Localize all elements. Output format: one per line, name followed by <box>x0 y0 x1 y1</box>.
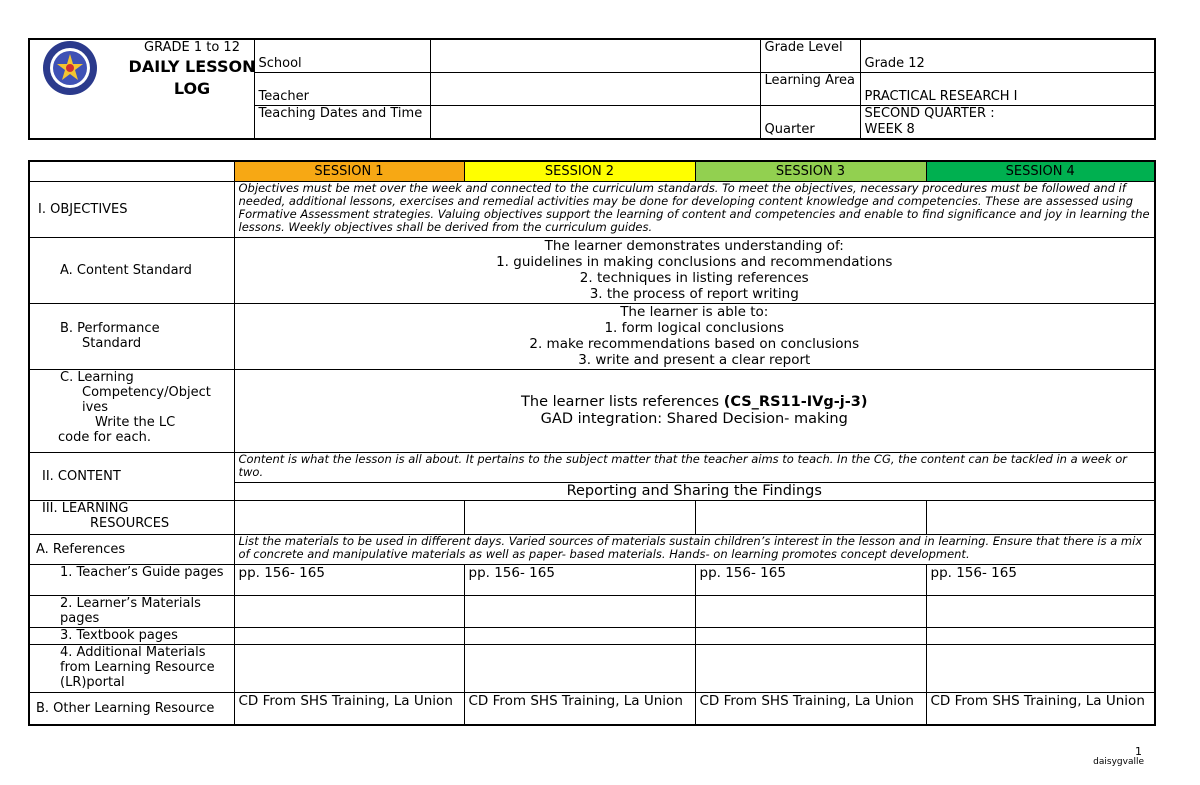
footer-username: daisygvalle <box>1093 757 1144 767</box>
textbook-session-4[interactable] <box>926 627 1155 644</box>
competency-label-line: Write the LC <box>95 414 176 430</box>
competency-text[interactable] <box>234 369 1155 452</box>
competency-label-line: Competency/Object <box>82 384 211 400</box>
textbook-session-1[interactable] <box>234 627 464 644</box>
teachers-guide-session-2[interactable]: pp. 156- 165 <box>464 564 695 595</box>
quarter-label: Quarter <box>760 105 860 139</box>
teachers-guide-session-4[interactable]: pp. 156- 165 <box>926 564 1155 595</box>
content-standard-line: 3. the process of report writing <box>589 285 799 302</box>
performance-standard-line: 2. make recommendations based on conclusions <box>529 335 860 352</box>
dates-label: Teaching Dates and Time <box>254 105 430 139</box>
learners-materials-session-2[interactable] <box>464 595 695 627</box>
objectives-row <box>29 181 1155 237</box>
resources-session-2[interactable] <box>464 500 695 534</box>
quarter-value-line1: SECOND QUARTER : <box>864 105 995 121</box>
grade-level-value[interactable]: Grade 12 <box>860 39 1155 72</box>
content-standard-row <box>29 237 1155 303</box>
lesson-log-table <box>28 160 1156 726</box>
competency-line2: GAD integration: Shared Decision- making <box>540 410 848 427</box>
content-label: II. CONTENT <box>29 452 234 500</box>
learning-area-value[interactable]: PRACTICAL RESEARCH I <box>860 72 1155 105</box>
session-corner <box>29 161 234 181</box>
learning-resources-row <box>29 500 1155 534</box>
session-2-header: SESSION 2 <box>464 161 695 181</box>
grade-range: GRADE 1 to 12 <box>144 40 240 55</box>
competency-label-line: ives <box>82 399 109 415</box>
resources-session-4[interactable] <box>926 500 1155 534</box>
resources-session-1[interactable] <box>234 500 464 534</box>
competency-label <box>29 369 234 452</box>
content-row <box>29 452 1155 482</box>
performance-standard-line: The learner is able to: <box>620 303 769 320</box>
resources-session-3[interactable] <box>695 500 926 534</box>
competency-label-line: code for each. <box>58 429 151 445</box>
teachers-guide-label: 1. Teacher’s Guide pages <box>29 564 234 595</box>
learners-materials-label: 2. Learner’s Materials pages <box>29 595 234 627</box>
performance-standard-text[interactable] <box>234 303 1155 369</box>
references-row <box>29 534 1155 564</box>
additional-materials-session-2[interactable] <box>464 644 695 692</box>
learners-materials-row <box>29 595 1155 627</box>
other-resource-session-2[interactable]: CD From SHS Training, La Union <box>464 692 695 725</box>
teacher-value[interactable] <box>430 72 760 105</box>
additional-materials-row <box>29 644 1155 692</box>
school-label: School <box>254 39 430 72</box>
content-note: Content is what the lesson is all about. It pertains to the subject matter that the teacher aims to teach. In the CG, the content can be tackled in a week or two. <box>234 452 1155 482</box>
references-note: List the materials to be used in different days. Varied sources of materials sustain children’s interest in the lesson and in learning. Ensure that there is a mix of concrete and manipulative materials as well as paper- based materials. Hands- on learning promotes concept development. <box>234 534 1155 564</box>
additional-materials-session-4[interactable] <box>926 644 1155 692</box>
content-standard-text[interactable] <box>234 237 1155 303</box>
content-standard-line: The learner demonstrates understanding of: <box>544 237 844 254</box>
teachers-guide-row <box>29 564 1155 595</box>
teacher-label: Teacher <box>254 72 430 105</box>
learners-materials-session-4[interactable] <box>926 595 1155 627</box>
teachers-guide-session-1[interactable]: pp. 156- 165 <box>234 564 464 595</box>
resources-label-line1: III. LEARNING <box>42 500 129 516</box>
content-topic[interactable]: Reporting and Sharing the Findings <box>234 482 1155 500</box>
session-3-header: SESSION 3 <box>695 161 926 181</box>
quarter-value-line2: WEEK 8 <box>864 121 915 137</box>
doc-title-line2: LOG <box>173 79 211 98</box>
additional-materials-label: 4. Additional Materials from Learning Resource (LR)portal <box>29 644 234 692</box>
content-standard-label: A. Content Standard <box>29 237 234 303</box>
school-value[interactable] <box>430 39 760 72</box>
session-header-row <box>29 161 1155 181</box>
learners-materials-session-3[interactable] <box>695 595 926 627</box>
competency-label-line: C. Learning <box>60 369 134 385</box>
performance-standard-line: 3. write and present a clear report <box>578 351 811 368</box>
performance-standard-line: 1. form logical conclusions <box>604 319 785 336</box>
competency-code: (CS_RS11-IVg-j-3) <box>723 393 868 410</box>
resources-label-line2: RESOURCES <box>90 515 170 531</box>
competency-row <box>29 369 1155 452</box>
teachers-guide-session-3[interactable]: pp. 156- 165 <box>695 564 926 595</box>
textbook-label: 3. Textbook pages <box>29 627 234 644</box>
textbook-session-2[interactable] <box>464 627 695 644</box>
performance-standard-label <box>29 303 234 369</box>
session-1-header: SESSION 1 <box>234 161 464 181</box>
other-resource-session-4[interactable]: CD From SHS Training, La Union <box>926 692 1155 725</box>
content-standard-line: 1. guidelines in making conclusions and recommendations <box>496 253 893 270</box>
other-resource-label: B. Other Learning Resource <box>29 692 234 725</box>
quarter-value[interactable] <box>860 105 1155 139</box>
dates-value[interactable] <box>430 105 760 139</box>
objectives-label: I. OBJECTIVES <box>29 181 234 237</box>
performance-label-line1: B. Performance <box>60 321 160 336</box>
competency-line1-text: The learner lists references <box>521 393 724 410</box>
other-resource-session-1[interactable]: CD From SHS Training, La Union <box>234 692 464 725</box>
brand-cell <box>29 39 254 139</box>
textbook-row <box>29 627 1155 644</box>
header-table <box>28 38 1156 140</box>
additional-materials-session-3[interactable] <box>695 644 926 692</box>
additional-materials-session-1[interactable] <box>234 644 464 692</box>
grade-level-label: Grade Level <box>760 39 860 72</box>
session-4-header: SESSION 4 <box>926 161 1155 181</box>
other-resource-session-3[interactable]: CD From SHS Training, La Union <box>695 692 926 725</box>
learning-resources-label <box>29 500 234 534</box>
performance-label-line2: Standard <box>82 336 142 351</box>
learning-area-label: Learning Area <box>760 72 860 105</box>
deped-seal-icon <box>42 40 98 96</box>
competency-line1 <box>239 394 1151 411</box>
page-number: 1 <box>1135 745 1142 758</box>
references-label: A. References <box>29 534 234 564</box>
content-standard-line: 2. techniques in listing references <box>579 269 809 286</box>
objectives-note: Objectives must be met over the week and connected to the curriculum standards. To meet the objectives, necessary procedures must be followed and if needed, additional lessons, exercises and remedial activities may be done for developing content knowledge and competencies. These are assessed using Formative Assessment strategies. Valuing objectives support the learning of content and competencies and enable to find significance and joy in learning the lessons. Weekly objectives shall be derived from the curriculum guides. <box>234 181 1155 237</box>
learners-materials-session-1[interactable] <box>234 595 464 627</box>
other-resource-row <box>29 692 1155 725</box>
performance-standard-row <box>29 303 1155 369</box>
doc-title-line1: DAILY LESSON <box>128 57 256 76</box>
textbook-session-3[interactable] <box>695 627 926 644</box>
